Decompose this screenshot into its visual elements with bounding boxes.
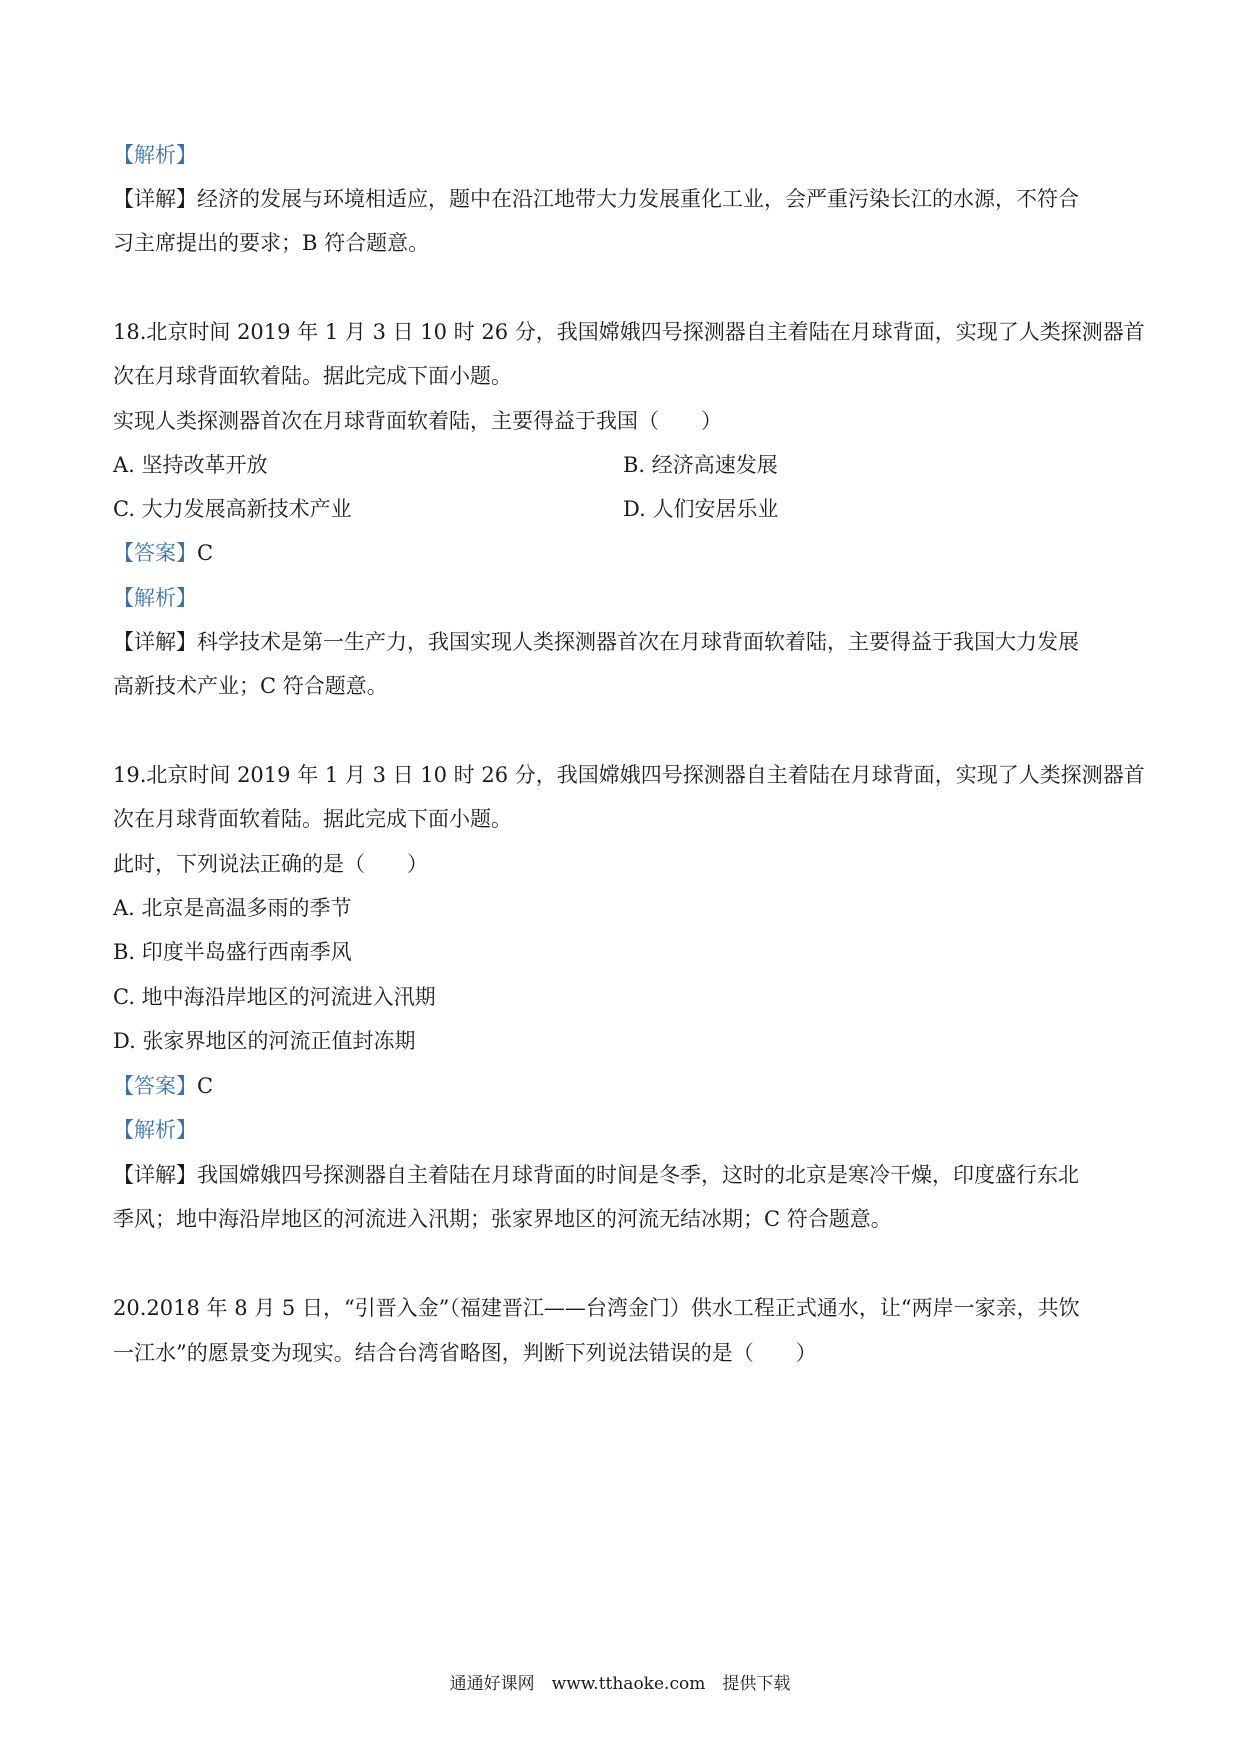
answer-value: C [197, 541, 214, 565]
jiexi-tag: 【解析】 [113, 1118, 197, 1142]
q18-stem-line1 [113, 317, 1145, 347]
xiangjie-text: 经济的发展与环境相适应，题中在沿江地带大力发展重化工业，会严重污染长江的水源，不符合 [197, 187, 1079, 211]
option-d: D. 张家界地区的河流正值封冻期 [113, 1029, 416, 1053]
q17-jiexi-label [113, 140, 197, 170]
question-text: 实现人类探测器首次在月球背面软着陆，主要得益于我国（ ） [113, 409, 722, 433]
document-page [113, 0, 1145, 1754]
q18-options-row2 [113, 494, 1133, 524]
footer-text: 通通好课网 www.tthaoke.com 提供下载 [449, 1674, 791, 1694]
xiangjie-text: 科学技术是第一生产力，我国实现人类探测器首次在月球背面软着陆，主要得益于我国大力发展 [197, 630, 1079, 654]
option-b: B. 印度半岛盛行西南季风 [113, 940, 352, 964]
q19-jiexi-label [113, 1115, 197, 1145]
xiangjie-text: 我国嫦娥四号探测器自主着陆在月球背面的时间是冬季，这时的北京是寒冷干燥，印度盛行东北 [197, 1163, 1079, 1187]
q18-answer [113, 538, 213, 568]
q18-xiangjie-line1 [113, 627, 1079, 657]
question-stem: 次在月球背面软着陆。据此完成下面小题。 [113, 807, 512, 831]
option-c: C. 大力发展高新技术产业 [113, 497, 352, 521]
q19-xiangjie-line2 [113, 1204, 892, 1234]
q19-xiangjie-line1 [113, 1160, 1079, 1190]
xiangjie-text: 高新技术产业；C 符合题意。 [113, 674, 388, 698]
q19-answer [113, 1071, 213, 1101]
q19-question [113, 849, 428, 879]
option-a: A. 北京是高温多雨的季节 [113, 896, 352, 920]
q18-xiangjie-line2 [113, 671, 388, 701]
answer-tag: 【答案】 [113, 1074, 197, 1098]
xiangjie-tag: 【详解】 [113, 630, 197, 654]
q18-options-row1 [113, 450, 1133, 480]
xiangjie-tag: 【详解】 [113, 1163, 197, 1187]
option-d: D. 人们安居乐业 [623, 497, 779, 521]
answer-tag: 【答案】 [113, 541, 197, 565]
q20-stem-line2 [113, 1338, 817, 1368]
option-b: B. 经济高速发展 [623, 453, 778, 477]
q19-stem-line1 [113, 760, 1145, 790]
q19-option-a [113, 893, 352, 923]
answer-value: C [197, 1074, 214, 1098]
xiangjie-text: 习主席提出的要求；B 符合题意。 [113, 231, 430, 255]
option-a: A. 坚持改革开放 [113, 453, 268, 477]
xiangjie-tag: 【详解】 [113, 187, 197, 211]
q19-option-c [113, 982, 436, 1012]
question-stem: 一江水”的愿景变为现实。结合台湾省略图，判断下列说法错误的是（ ） [113, 1341, 817, 1365]
q17-xiangjie-line2 [113, 228, 429, 258]
question-stem: 19.北京时间 2019 年 1 月 3 日 10 时 26 分，我国嫦娥四号探测器自主着陆在月球背面，实现了人类探测器首 [113, 763, 1145, 787]
q18-stem-line2 [113, 361, 512, 391]
question-stem: 次在月球背面软着陆。据此完成下面小题。 [113, 364, 512, 388]
xiangjie-text: 季风；地中海沿岸地区的河流进入汛期；张家界地区的河流无结冰期；C 符合题意。 [113, 1207, 892, 1231]
q18-jiexi-label [113, 583, 197, 613]
jiexi-tag: 【解析】 [113, 143, 197, 167]
question-text: 此时，下列说法正确的是（ ） [113, 852, 428, 876]
question-stem: 18.北京时间 2019 年 1 月 3 日 10 时 26 分，我国嫦娥四号探测器自主着陆在月球背面，实现了人类探测器首 [113, 320, 1145, 344]
page-footer [0, 1672, 1240, 1696]
q20-stem-line1 [113, 1293, 1080, 1323]
q19-option-b [113, 937, 352, 967]
q19-stem-line2 [113, 804, 512, 834]
q18-question [113, 406, 722, 436]
q19-option-d [113, 1026, 415, 1056]
option-c: C. 地中海沿岸地区的河流进入汛期 [113, 985, 436, 1009]
jiexi-tag: 【解析】 [113, 586, 197, 610]
q17-xiangjie-line1 [113, 184, 1079, 214]
question-stem: 20.2018 年 8 月 5 日，“引晋入金”（福建晋江——台湾金门）供水工程正式通水，让“两岸一家亲，共饮 [113, 1296, 1080, 1320]
